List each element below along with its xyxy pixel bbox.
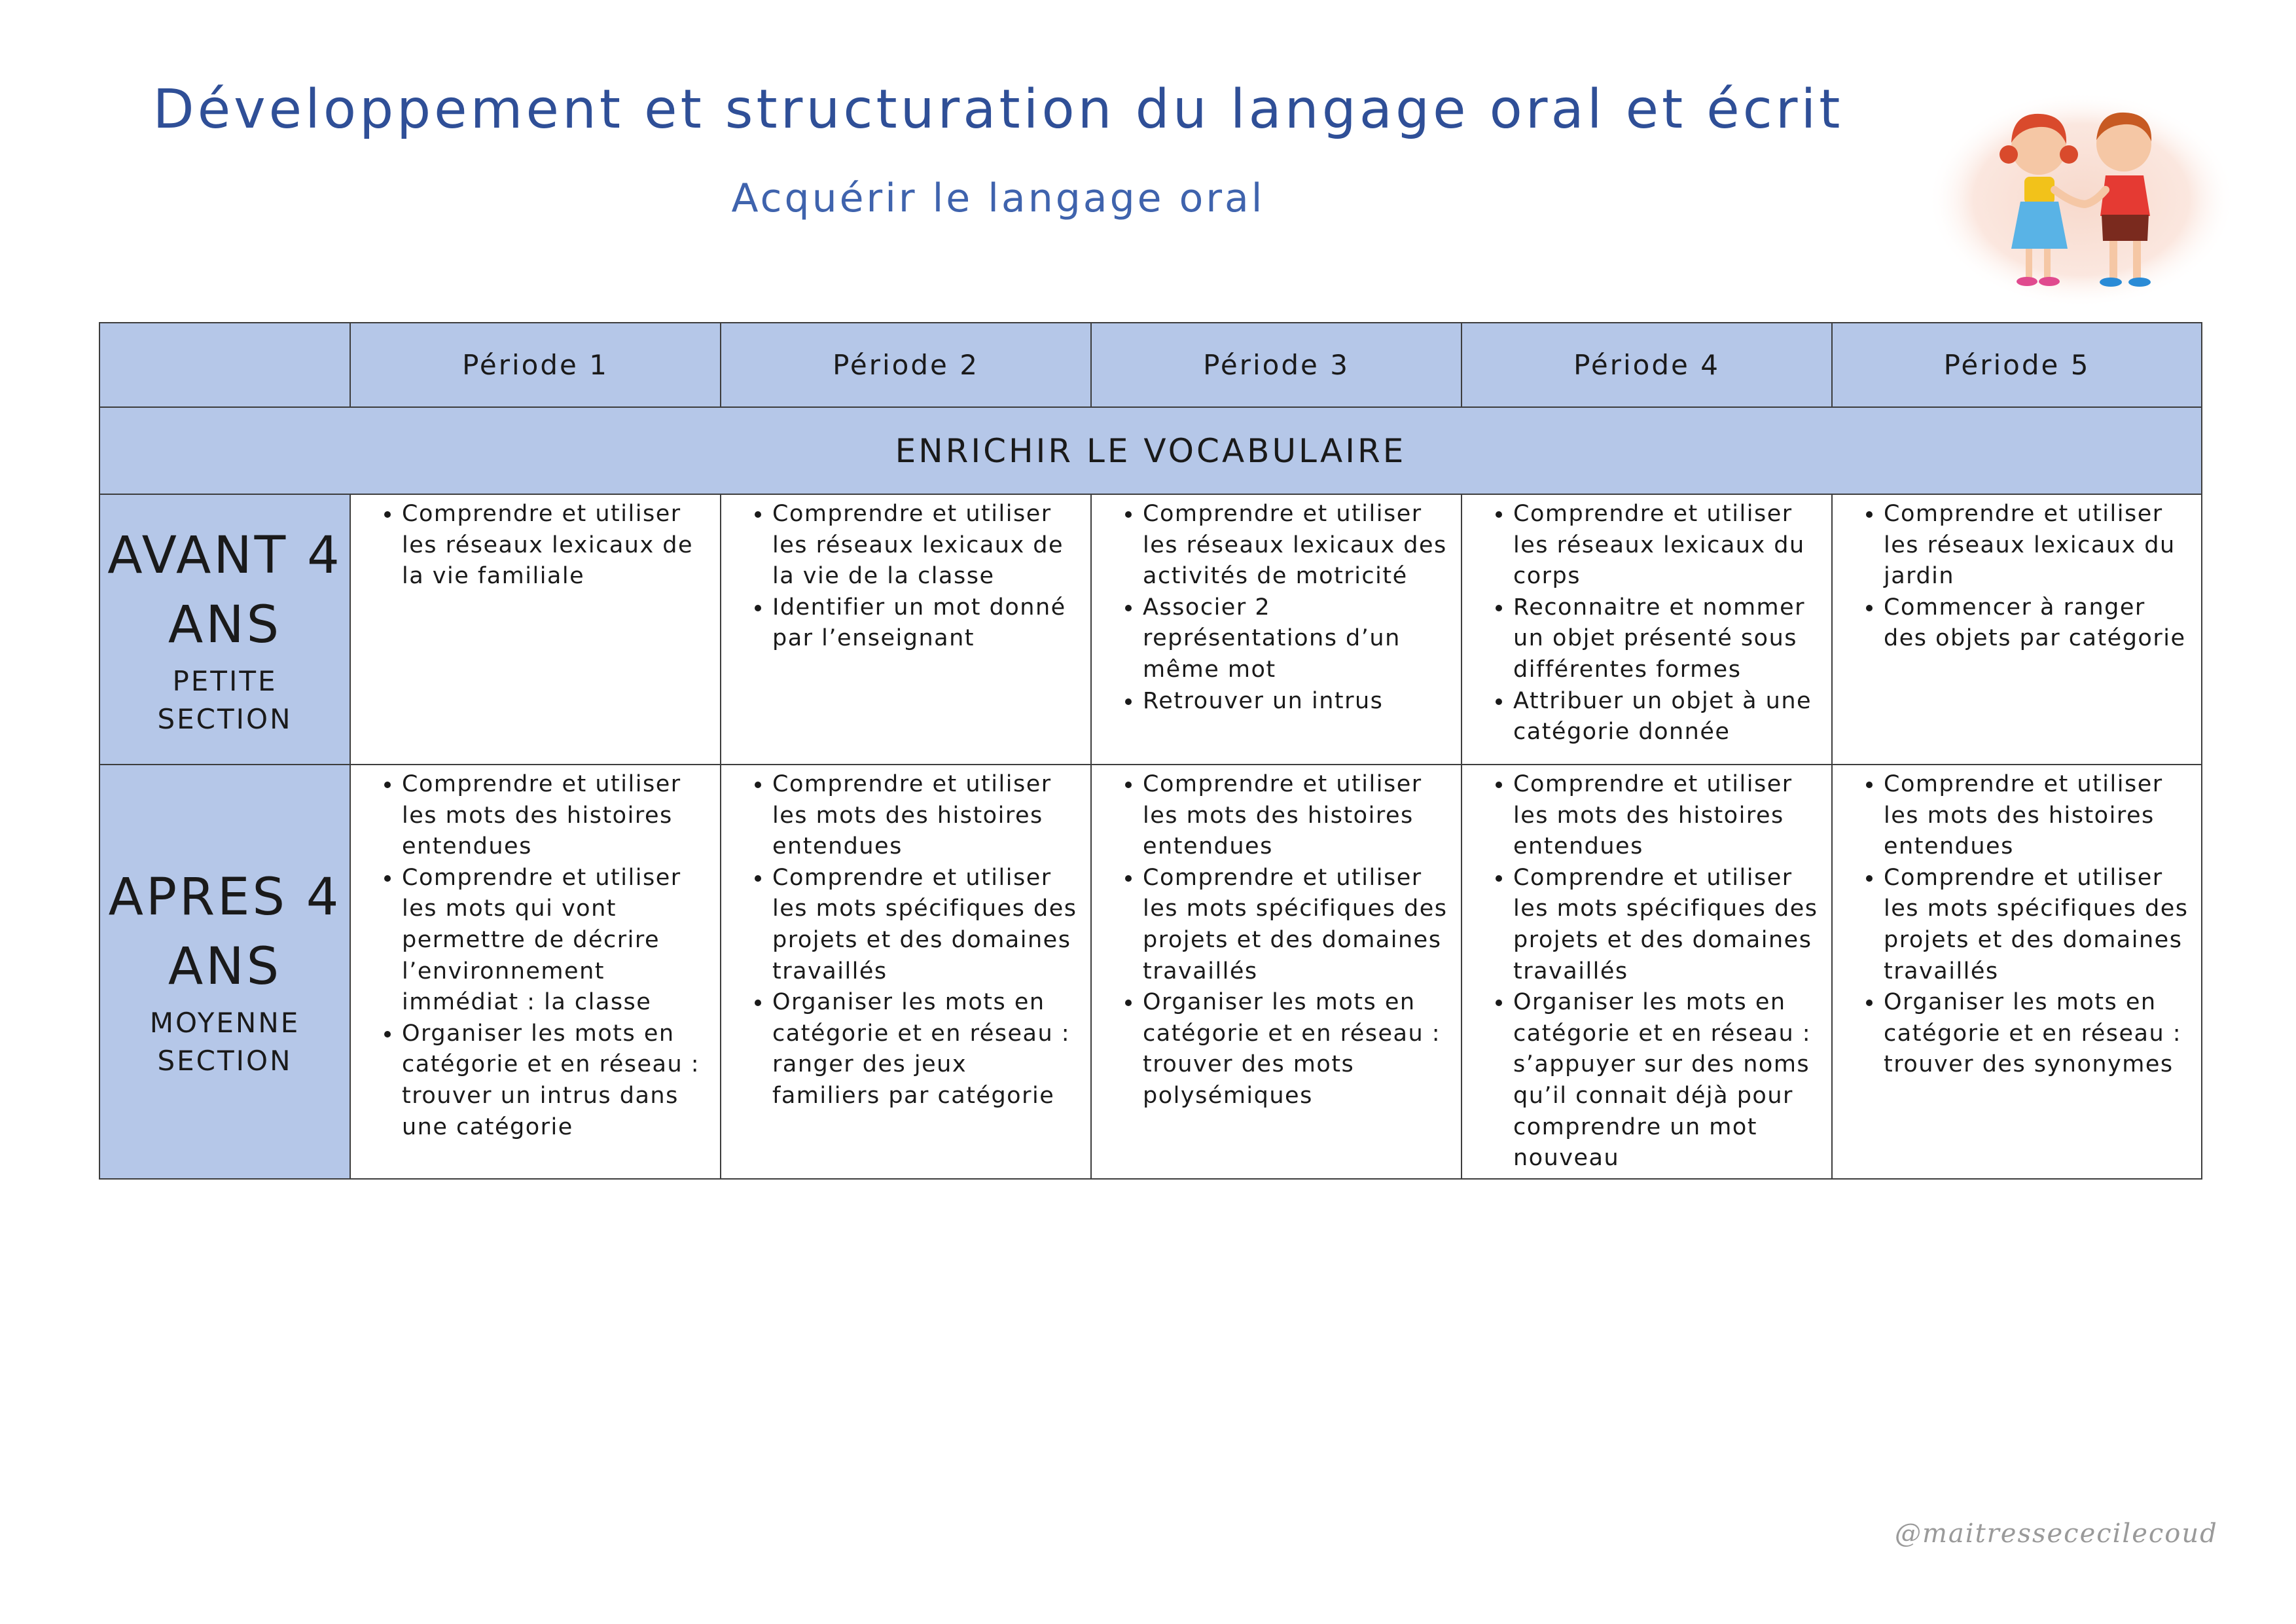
objective-item: • Comprendre et utiliser les mots des histoires entendues [1884, 769, 2189, 863]
children-handshake-illustration [1928, 92, 2235, 308]
author-credit: @maitressececilecoud [1895, 1519, 2218, 1549]
objectives-cell [1462, 494, 1832, 765]
domain-heading: ENRICHIR LE VOCABULAIRE [99, 407, 2202, 494]
objectives-cell [1832, 494, 2202, 765]
age-label-line: APRES 4 [108, 868, 342, 928]
objective-item: • Comprendre et utiliser les mots spécifiques des projets et des domaines travaillés [1884, 863, 2189, 987]
objectives-list [1833, 495, 2201, 659]
objective-item: • Comprendre et utiliser les réseaux lexicaux des activités de motricité [1143, 499, 1449, 592]
objective-item: • Comprendre et utiliser les réseaux lexicaux du corps [1513, 499, 1820, 592]
progression-table [99, 322, 2202, 1180]
objective-item: • Organiser les mots en catégorie et en réseau : trouver un intrus dans une catégorie [402, 1019, 708, 1143]
objectives-cell [1832, 765, 2202, 1179]
domain-band-row [99, 407, 2202, 494]
objective-item: • Organiser les mots en catégorie et en réseau : s’appuyer sur des noms qu’il connait déjà pour comprendre un mot nouveau [1513, 987, 1820, 1174]
class-section-label: MOYENNE SECTION [149, 1007, 300, 1077]
objective-item: • Organiser les mots en catégorie et en réseau : trouver des synonymes [1884, 987, 2189, 1081]
period-header: Période 1 [350, 323, 721, 407]
objective-item: • Identifier un mot donné par l’enseignant [772, 592, 1079, 655]
objective-item: • Comprendre et utiliser les réseaux lexicaux de la vie familiale [402, 499, 708, 592]
period-header: Période 4 [1462, 323, 1832, 407]
objective-item: • Comprendre et utiliser les mots des histoires entendues [1143, 769, 1449, 863]
page-subtitle: Acquérir le langage oral [731, 175, 1265, 221]
objective-item: • Comprendre et utiliser les mots des histoires entendues [772, 769, 1079, 863]
objective-item: • Comprendre et utiliser les mots spécifiques des projets et des domaines travaillés [772, 863, 1079, 987]
objectives-list [351, 495, 720, 596]
objective-item: • Reconnaitre et nommer un objet présenté sous différentes formes [1513, 592, 1820, 686]
objectives-list [1462, 495, 1831, 752]
objective-item: • Commencer à ranger des objets par catégorie [1884, 592, 2189, 655]
age-label-line: ANS [168, 937, 282, 997]
objective-item: • Comprendre et utiliser les mots spécifiques des projets et des domaines travaillés [1143, 863, 1449, 987]
table-row [99, 765, 2202, 1179]
objective-item: • Comprendre et utiliser les mots des histoires entendues [1513, 769, 1820, 863]
objectives-cell [1091, 765, 1462, 1179]
objectives-cell [721, 765, 1091, 1179]
period-header: Période 3 [1091, 323, 1462, 407]
period-header-row [99, 323, 2202, 407]
age-label-line: AVANT 4 [107, 526, 342, 585]
objective-item: • Comprendre et utiliser les mots des histoires entendues [402, 769, 708, 863]
objectives-list [1833, 765, 2201, 1085]
age-group-cell [99, 494, 350, 765]
page-title: Développement et structuration du langage oral et écrit [152, 79, 1844, 141]
objective-item: • Comprendre et utiliser les mots spécifiques des projets et des domaines travaillés [1513, 863, 1820, 987]
objective-item: • Associer 2 représentations d’un même mot [1143, 592, 1449, 686]
objective-item: • Retrouver un intrus [1143, 686, 1449, 717]
objective-item: • Organiser les mots en catégorie et en réseau : trouver des mots polysémiques [1143, 987, 1449, 1111]
objective-item: • Comprendre et utiliser les réseaux lexicaux de la vie de la classe [772, 499, 1079, 592]
age-label-line: ANS [168, 595, 282, 655]
objectives-list [721, 765, 1090, 1116]
objectives-list [721, 495, 1090, 659]
objectives-cell [350, 765, 721, 1179]
objectives-list [1092, 765, 1461, 1116]
objectives-list [1462, 765, 1831, 1178]
table-row [99, 494, 2202, 765]
objective-item: • Attribuer un objet à une catégorie donnée [1513, 686, 1820, 748]
objectives-list [1092, 495, 1461, 721]
age-group-cell [99, 765, 350, 1179]
objectives-cell [1091, 494, 1462, 765]
objectives-cell [721, 494, 1091, 765]
objectives-list [351, 765, 720, 1147]
objectives-cell [1462, 765, 1832, 1179]
corner-cell [99, 323, 350, 407]
objective-item: • Organiser les mots en catégorie et en réseau : ranger des jeux familiers par catégorie [772, 987, 1079, 1111]
period-header: Période 2 [721, 323, 1091, 407]
objectives-cell [350, 494, 721, 765]
objective-item: • Comprendre et utiliser les mots qui vont permettre de décrire l’environnement immédiat : la classe [402, 863, 708, 1019]
objective-item: • Comprendre et utiliser les réseaux lexicaux du jardin [1884, 499, 2189, 592]
period-header: Période 5 [1832, 323, 2202, 407]
class-section-label: PETITE SECTION [157, 664, 293, 735]
